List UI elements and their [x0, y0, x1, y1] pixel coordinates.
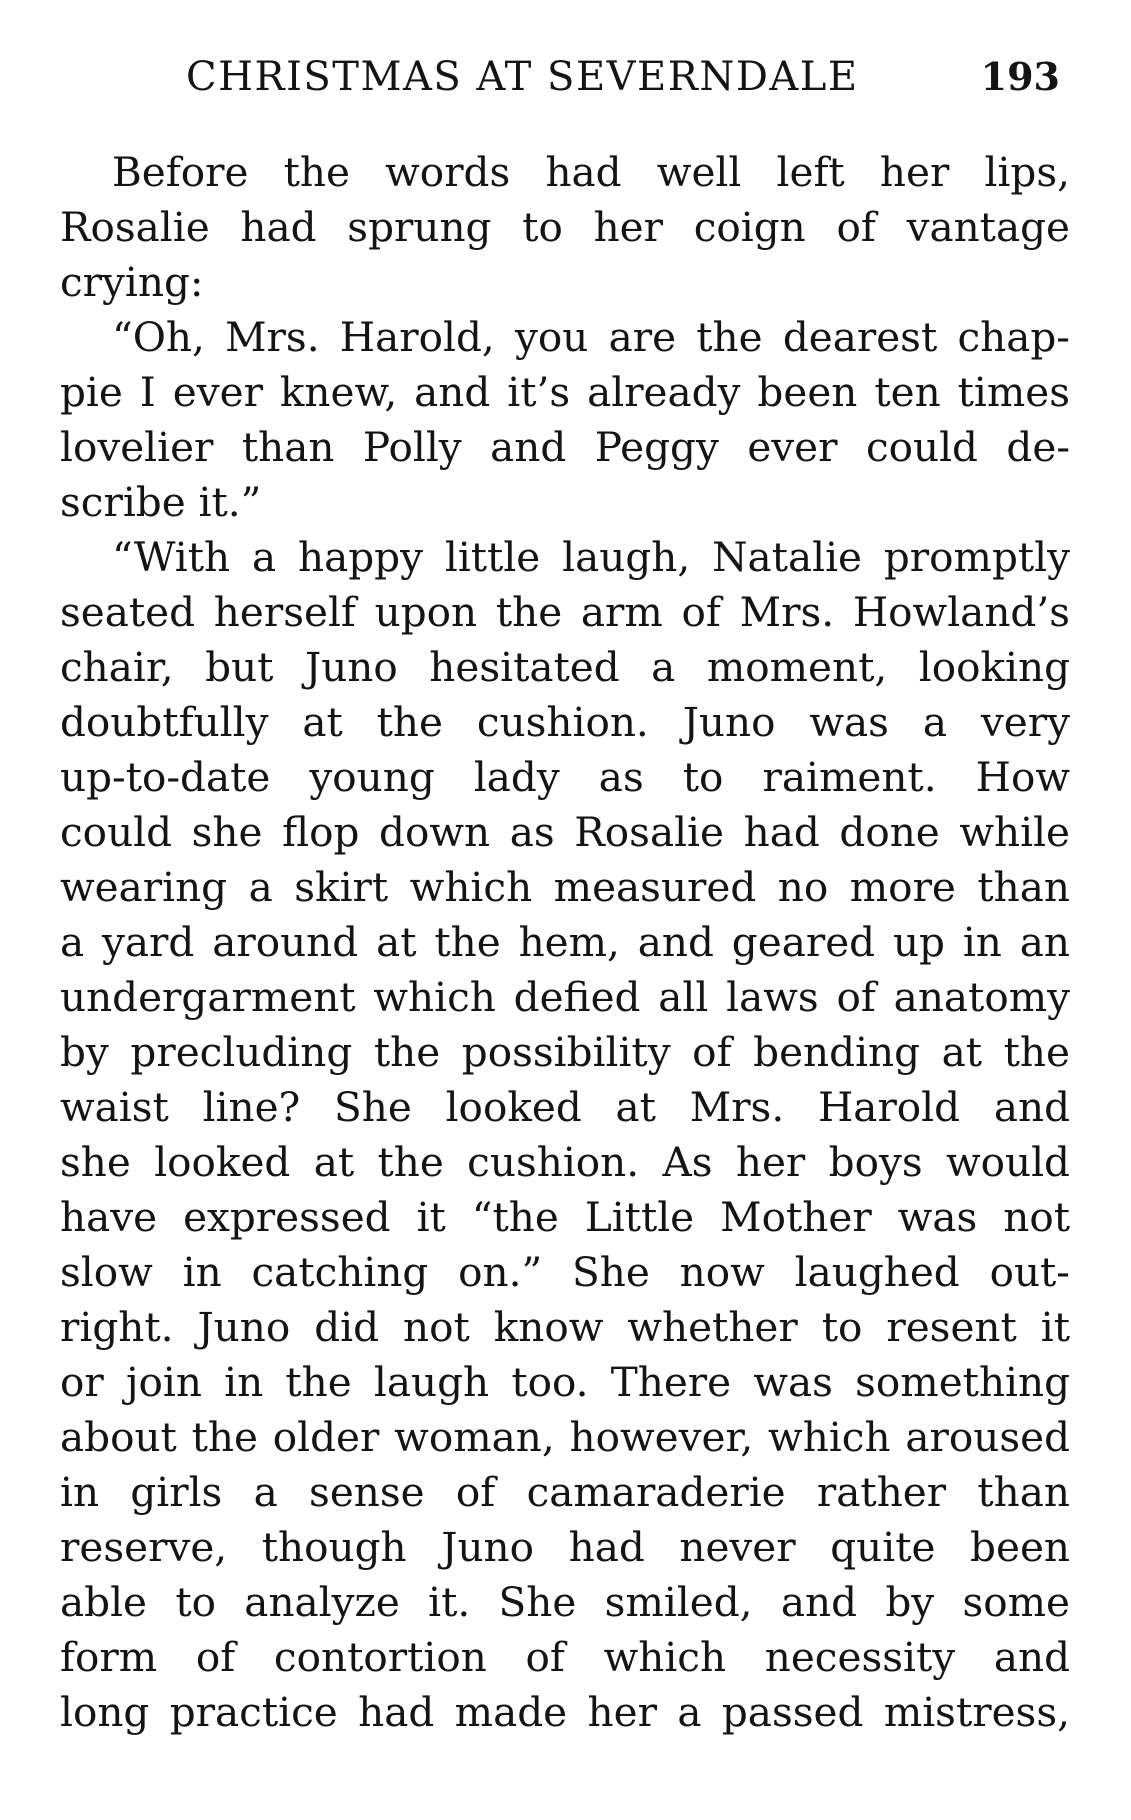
- page-number: 193: [980, 54, 1060, 99]
- text-line: right. Juno did not know whether to resent it: [60, 1303, 1070, 1351]
- text-line: chair, but Juno hesitated a moment, looking: [60, 643, 1070, 691]
- text-line: in girls a sense of camaraderie rather than: [60, 1468, 1070, 1516]
- running-title: CHRISTMAS AT SEVERNDALE: [186, 54, 859, 100]
- text-line: could she flop down as Rosalie had done while: [60, 808, 1070, 856]
- text-line: Before the words had well left her lips,: [112, 148, 1070, 196]
- text-line: seated herself upon the arm of Mrs. Howland’s: [60, 588, 1070, 636]
- text-line: slow in catching on.” She now laughed out-: [60, 1248, 1070, 1296]
- text-line: able to analyze it. She smiled, and by some: [60, 1578, 1070, 1626]
- text-line: scribe it.”: [60, 478, 262, 526]
- text-line: a yard around at the hem, and geared up in an: [60, 918, 1070, 966]
- text-line: “With a happy little laugh, Natalie promptly: [112, 533, 1070, 581]
- text-line: by precluding the possibility of bending at the: [60, 1028, 1070, 1076]
- text-line: crying:: [60, 258, 204, 306]
- text-line: long practice had made her a passed mistress,: [60, 1688, 1070, 1736]
- text-line: lovelier than Polly and Peggy ever could de-: [60, 423, 1070, 471]
- text-line: up-to-date young lady as to raiment. How: [60, 753, 1070, 801]
- text-line: wearing a skirt which measured no more than: [60, 863, 1070, 911]
- text-line: pie I ever knew, and it’s already been ten times: [60, 368, 1070, 416]
- text-line: “Oh, Mrs. Harold, you are the dearest chap-: [112, 313, 1070, 361]
- body-text: [60, 145, 1070, 1740]
- text-line: have expressed it “the Little Mother was not: [60, 1193, 1070, 1241]
- text-line: or join in the laugh too. There was something: [60, 1358, 1070, 1406]
- text-line: waist line? She looked at Mrs. Harold and: [60, 1083, 1070, 1131]
- text-line: doubtfully at the cushion. Juno was a very: [60, 698, 1070, 746]
- text-line: she looked at the cushion. As her boys would: [60, 1138, 1070, 1186]
- text-line: about the older woman, however, which aroused: [60, 1413, 1070, 1461]
- text-line: Rosalie had sprung to her coign of vantage: [60, 203, 1070, 251]
- text-line: reserve, though Juno had never quite been: [60, 1523, 1070, 1571]
- text-line: form of contortion of which necessity and: [60, 1633, 1070, 1681]
- running-head: [60, 54, 1060, 114]
- text-line: undergarment which defied all laws of anatomy: [60, 973, 1070, 1021]
